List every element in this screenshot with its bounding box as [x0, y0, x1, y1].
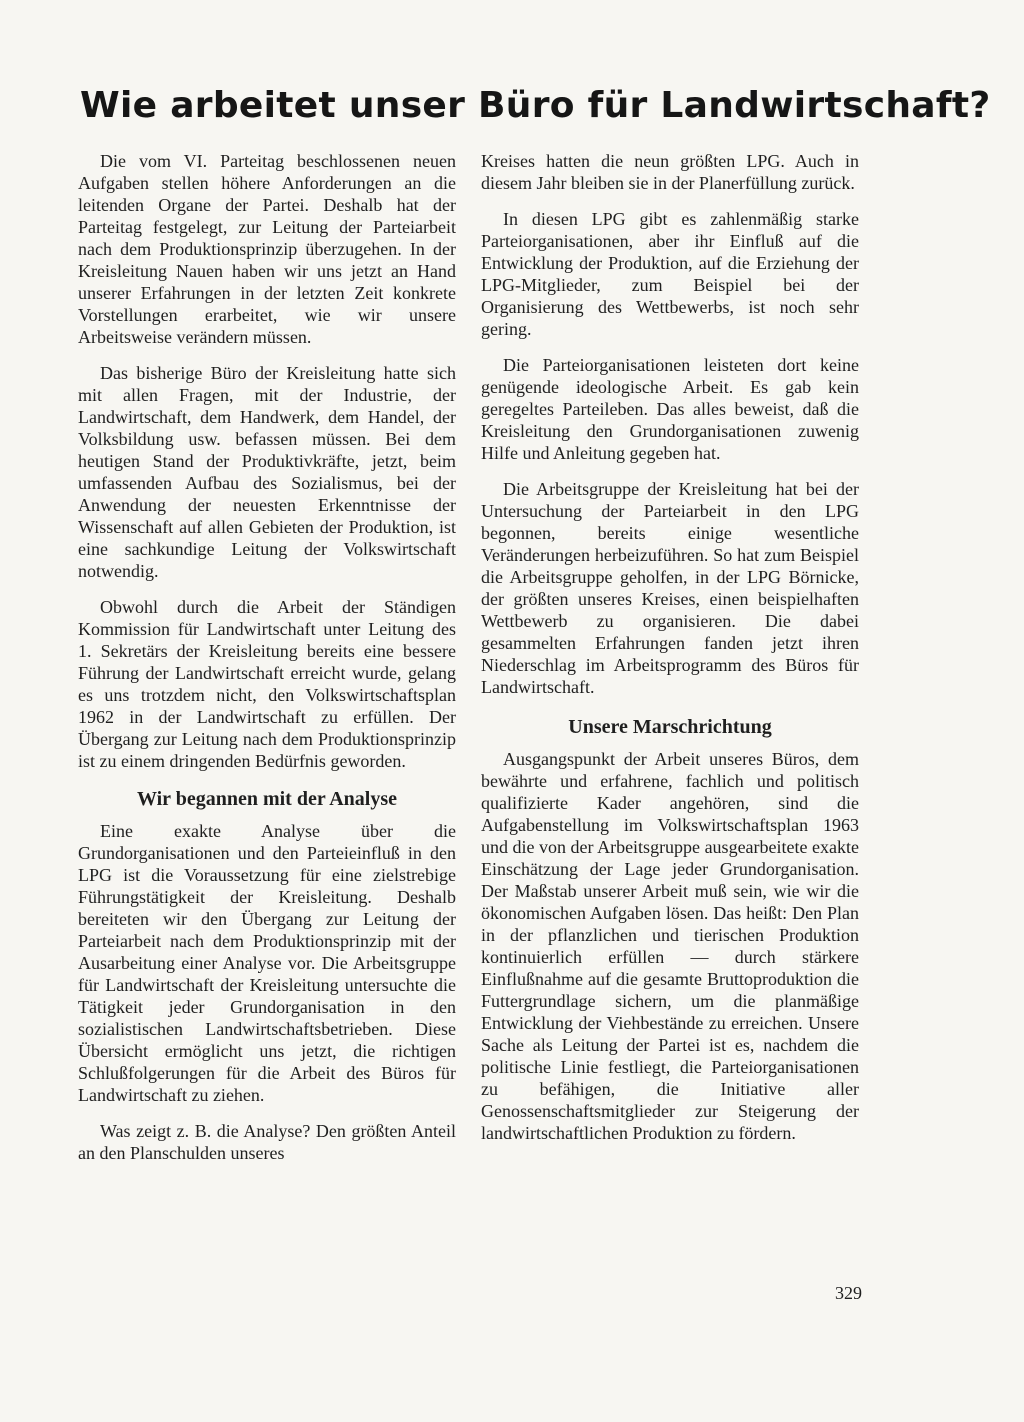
section-heading: Unsere Marschrichtung	[568, 716, 772, 738]
paragraph: Das bisherige Büro der Kreisleitung hatte sich mit allen Fragen, mit der Industrie, der Landwirtschaft, dem Handwerk, dem Handel, der Volksbildung usw. befassen müssen. Bei dem heutigen Stand der Produktivkräfte, jetzt, beim umfassenden Aufbau des Sozialismus, bei der Anwendung der neuesten Erkenntnisse der Wissenschaft auf allen Gebieten der Produktion, ist eine sachkundige Leitung der Volkswirtschaft notwendig.	[78, 363, 456, 581]
section-heading: Wir begannen mit der Analyse	[136, 788, 398, 810]
paragraph: In diesen LPG gibt es zahlenmäßig starke Parteiorganisationen, aber ihr Einfluß auf die Entwicklung der Produktion, auf die Erziehung der LPG-Mitglieder, zum Beispiel bei der Organisierung des Wettbewerbs, ist noch sehr gering.	[481, 209, 859, 339]
paragraph: Kreises hatten die neun größten LPG. Auch in diesem Jahr bleiben sie in der Planerfüllung zurück.	[481, 151, 859, 193]
left-column	[78, 150, 456, 1178]
paragraph: Obwohl durch die Arbeit der Ständigen Kommission für Landwirtschaft unter Leitung des 1. Sekretärs der Kreisleitung bereits eine bessere Führung der Landwirtschaft erreicht wurde, gelang es uns trotzdem nicht, den Volkswirtschaftsplan 1962 in der Landwirtschaft zu erfüllen. Der Übergang zur Leitung nach dem Produktionsprinzip ist zu einem dringenden Bedürfnis geworden.	[78, 597, 456, 771]
page-number: 329	[835, 1283, 862, 1303]
article-title: Wie arbeitet unser Büro für Landwirtschaft?	[80, 85, 991, 126]
paragraph: Ausgangspunkt der Arbeit unseres Büros, dem bewährte und erfahrene, fachlich und politisch qualifizierte Kader angehören, sind die Aufgabenstellung im Volkswirtschaftsplan 1963 und die von der Arbeitsgruppe ausgearbeitete exakte Einschätzung der Lage jeder Grundorganisation. Der Maßstab unserer Arbeit muß sein, wie wir die ökonomischen Aufgaben lösen. Das heißt: Den Plan in der pflanzlichen und tierischen Produktion kontinuierlich erfüllen — durch stärkere Einflußnahme auf die gesamte Bruttoproduktion die Futtergrundlage sichern, um die planmäßige Entwicklung der Viehbestände zu erreichen. Unsere Sache als Leitung der Partei ist es, nachdem die politische Linie festliegt, die Parteiorganisationen zu befähigen, die Initiative aller Genossenschaftsmitglieder zur Steigerung der landwirtschaftlichen Produktion zu fördern.	[481, 749, 859, 1143]
paragraph: Die Arbeitsgruppe der Kreisleitung hat bei der Untersuchung der Parteiarbeit in den LPG begonnen, bereits einige wesentliche Veränderungen herbeizuführen. So hat zum Beispiel die Arbeitsgruppe geholfen, in der LPG Börnicke, der größten unseres Kreises, einen beispielhaften Wettbewerb zu organisieren. Die dabei gesammelten Erfahrungen fanden jetzt ihren Niederschlag im Arbeitsprogramm des Büros für Landwirtschaft.	[481, 479, 859, 697]
right-column	[481, 150, 859, 1158]
paragraph: Die vom VI. Parteitag beschlossenen neuen Aufgaben stellen höhere Anforderungen an die leitenden Organe der Partei. Deshalb hat der Parteitag festgelegt, zur Leitung der Parteiarbeit nach dem Produktionsprinzip überzugehen. In der Kreisleitung Nauen haben wir uns jetzt an Hand unserer Erfahrungen in der letzten Zeit konkrete Vorstellungen erarbeitet, wie wir unsere Arbeitsweise verändern müssen.	[78, 151, 456, 347]
paragraph: Die Parteiorganisationen leisteten dort keine genügende ideologische Arbeit. Es gab kein geregeltes Parteileben. Das alles beweist, daß die Kreisleitung den Grundorganisationen zuwenig Hilfe und Anleitung gegeben hat.	[481, 355, 859, 463]
paragraph: Eine exakte Analyse über die Grundorganisationen und den Parteieinfluß in den LPG ist die Voraussetzung für eine zielstrebige Führungstätigkeit der Kreisleitung. Deshalb bereiteten wir den Übergang zur Leitung der Parteiarbeit nach dem Produktionsprinzip mit der Ausarbeitung einer Analyse vor. Die Arbeitsgruppe für Landwirtschaft der Kreisleitung untersuchte die Tätigkeit jeder Grundorganisation in den sozialistischen Landwirtschaftsbetrieben. Diese Übersicht ermöglicht uns jetzt, die richtigen Schlußfolgerungen für die Arbeit des Büros für Landwirtschaft zu ziehen.	[78, 821, 456, 1105]
paragraph: Was zeigt z. B. die Analyse? Den größten Anteil an den Planschulden unseres	[78, 1121, 456, 1163]
